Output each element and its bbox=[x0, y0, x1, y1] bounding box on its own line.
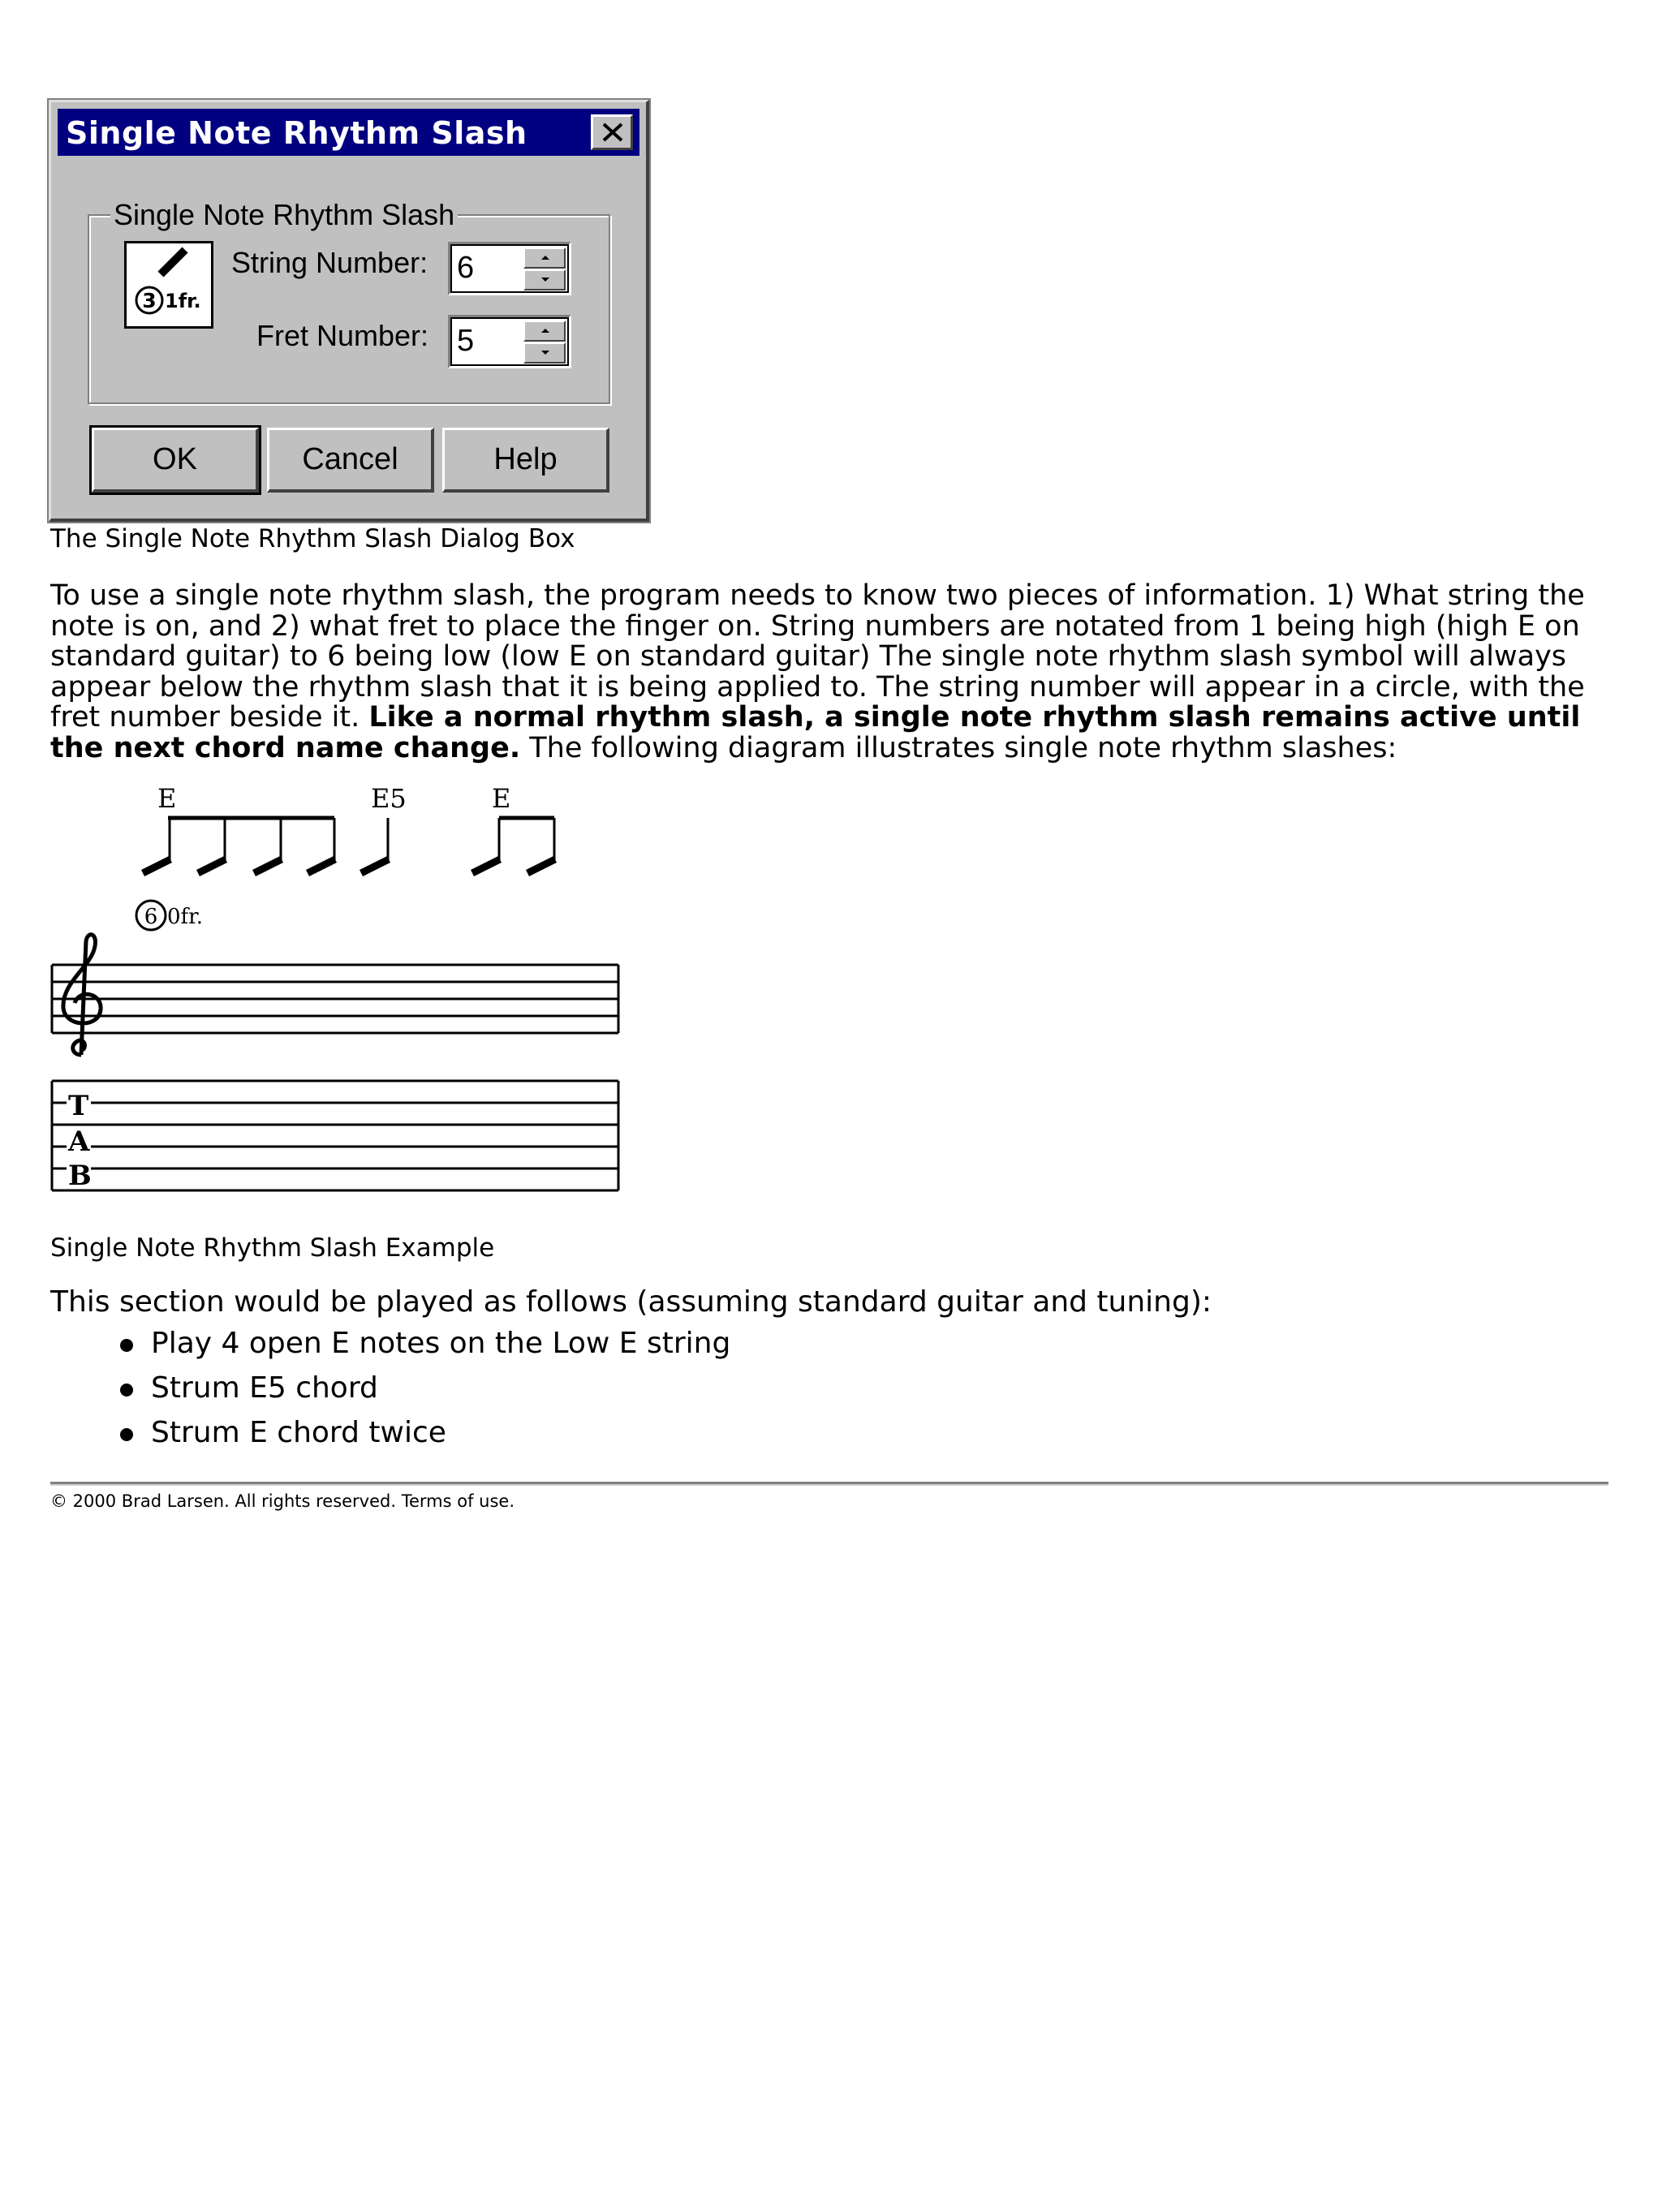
dialog-caption: The Single Note Rhythm Slash Dialog Box bbox=[50, 524, 575, 553]
horizontal-rule bbox=[50, 1482, 1608, 1486]
tab-letter-b: B bbox=[68, 1160, 92, 1192]
single-note-slash-icon bbox=[127, 243, 211, 326]
rhythm-slash-example bbox=[50, 779, 635, 1209]
paragraph-text-2: The following diagram illustrates single note rhythm slashes: bbox=[520, 731, 1397, 764]
fret-number-spinner[interactable] bbox=[448, 315, 571, 368]
description-paragraph bbox=[50, 581, 1592, 764]
fret-number-up-arrow[interactable] bbox=[523, 321, 566, 342]
steps-list bbox=[114, 1326, 730, 1460]
string-number-down-arrow[interactable] bbox=[523, 269, 566, 290]
tab-letters bbox=[67, 1090, 92, 1192]
close-button[interactable] bbox=[591, 114, 633, 150]
string-number-label: String Number: bbox=[231, 246, 428, 279]
preview-string-number: 3 bbox=[142, 289, 157, 312]
cancel-button[interactable]: Cancel bbox=[267, 428, 434, 493]
fret-number-down-arrow[interactable] bbox=[523, 342, 566, 364]
tab-letter-t: T bbox=[68, 1090, 89, 1122]
symbol-fret-text: 0fr. bbox=[167, 905, 204, 929]
treble-clef-icon bbox=[63, 935, 101, 1055]
music-staff bbox=[52, 965, 618, 1033]
string-number-up-arrow[interactable] bbox=[523, 247, 566, 269]
dialog-titlebar bbox=[58, 109, 639, 156]
tab-staff bbox=[52, 1081, 618, 1190]
dialog-title: Single Note Rhythm Slash bbox=[66, 115, 527, 151]
groupbox-label: Single Note Rhythm Slash bbox=[110, 198, 458, 232]
list-item bbox=[114, 1371, 730, 1415]
step-text: Strum E chord twice bbox=[151, 1416, 446, 1449]
example-caption: Single Note Rhythm Slash Example bbox=[50, 1233, 495, 1263]
chord-name-e5: E5 bbox=[371, 783, 407, 814]
bullet-icon bbox=[120, 1384, 133, 1396]
bullet-icon bbox=[120, 1428, 133, 1441]
string-number-spinner[interactable] bbox=[448, 242, 571, 295]
tab-letter-a: A bbox=[68, 1125, 90, 1158]
single-note-symbol bbox=[136, 901, 203, 930]
paragraph-text-1: To use a single note rhythm slash, the program needs to know two pieces of information. 1) What string the note is on, and 2) what fret to place the finger on. String numbers are notated from 1 being high (high E on standard guitar) to 6 being low (low E on standard guitar) The single note rhythm slash symbol will always appear below the rhythm slash that it is being applied to. The string number will appear in a circle, with the fret number beside it. bbox=[50, 579, 1585, 734]
step-text: Strum E5 chord bbox=[151, 1371, 378, 1405]
instructions-intro: This section would be played as follows (assuming standard guitar and tuning): bbox=[50, 1285, 1212, 1319]
chord-names bbox=[157, 783, 510, 814]
chord-name-e-2: E bbox=[492, 783, 511, 814]
list-item bbox=[114, 1415, 730, 1460]
paragraph-bold: Like a normal rhythm slash, a single note rhythm slash remains active until the next chord name change. bbox=[50, 701, 1581, 764]
symbol-string-number: 6 bbox=[144, 905, 158, 929]
help-button[interactable]: Help bbox=[442, 428, 609, 493]
copyright-footer: © 2000 Brad Larsen. All rights reserved. Terms of use. bbox=[50, 1491, 515, 1511]
bullet-icon bbox=[120, 1339, 133, 1352]
preview-fret-text: 1fr. bbox=[165, 290, 201, 312]
close-icon bbox=[601, 122, 624, 143]
step-text: Play 4 open E notes on the Low E string bbox=[151, 1327, 731, 1360]
ok-button[interactable]: OK bbox=[92, 428, 259, 493]
rhythm-slashes bbox=[143, 818, 555, 873]
fret-number-label: Fret Number: bbox=[256, 319, 429, 352]
list-item bbox=[114, 1326, 730, 1371]
chord-name-e-1: E bbox=[157, 783, 177, 814]
slash-symbol-preview bbox=[124, 241, 213, 329]
string-number-value[interactable]: 6 bbox=[457, 251, 475, 285]
fret-number-value[interactable]: 5 bbox=[457, 324, 475, 358]
